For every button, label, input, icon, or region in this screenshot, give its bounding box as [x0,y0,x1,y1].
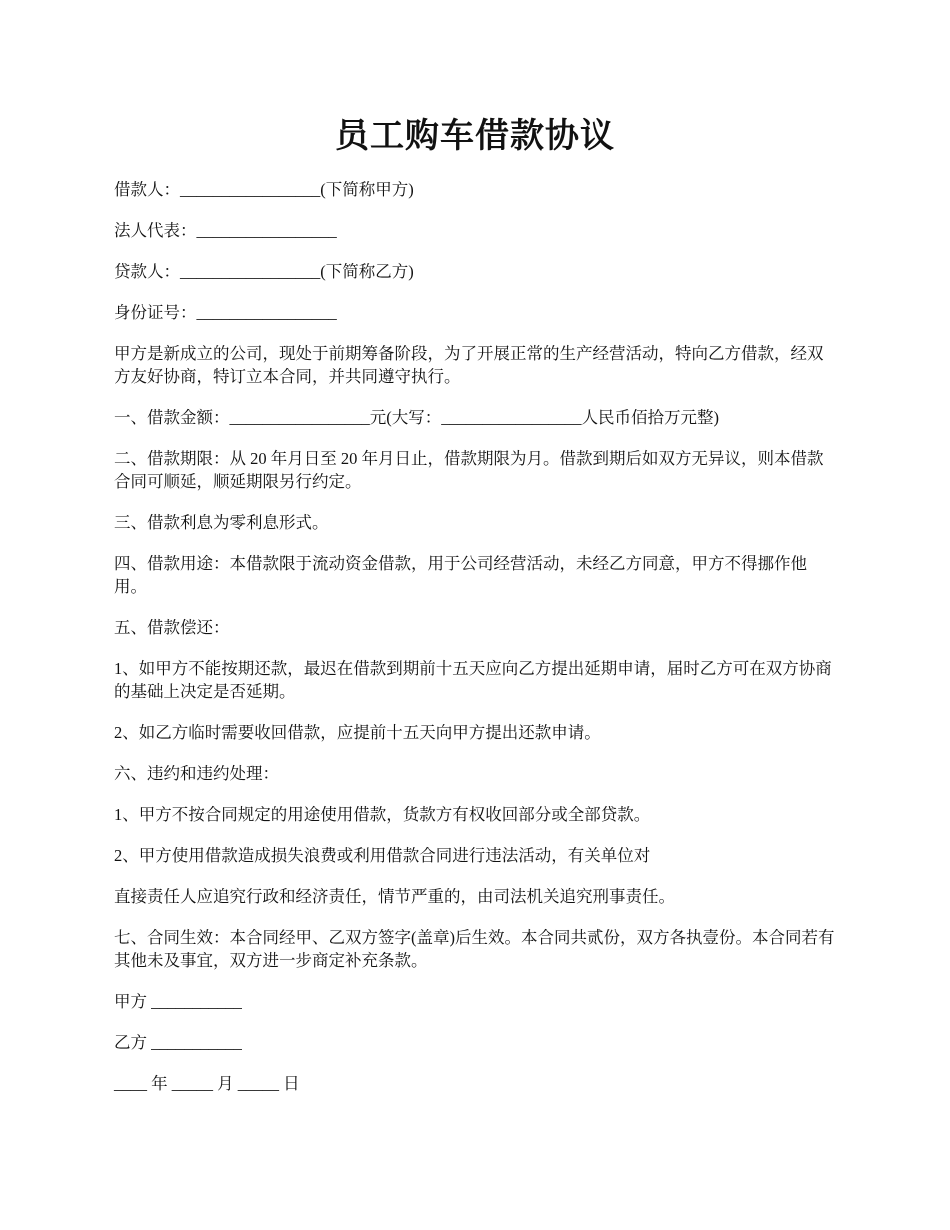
breach-item-2-continued: 直接责任人应追究行政和经济责任，情节严重的，由司法机关追究刑事责任。 [114,887,675,906]
clause-loan-amount: 一、借款金额：_________________元(大写：_________________人民币佰拾万元整) [114,408,719,427]
signature-party-a: 甲方 ___________ [114,992,242,1011]
clause-loan-term: 二、借款期限：从 20 年月日至 20 年月日止，借款期限为月。借款到期后如双方无异议，则本借款合同可顺延，顺延期限另行约定。 [114,449,824,491]
clause-interest: 三、借款利息为零利息形式。 [114,513,329,532]
borrower-line: 借款人：_________________(下简称甲方) [114,180,414,199]
lender-line: 贷款人：_________________(下简称乙方) [114,262,414,281]
id-number-line: 身份证号：_________________ [114,303,337,322]
clause-purpose: 四、借款用途：本借款限于流动资金借款，用于公司经营活动，未经乙方同意，甲方不得挪作他用。 [114,554,807,596]
clause-breach-heading: 六、违约和违约处理： [114,764,279,783]
document-body [114,178,838,1113]
repayment-item-2: 2、如乙方临时需要收回借款，应提前十五天向甲方提出还款申请。 [114,723,601,742]
breach-item-1: 1、甲方不按合同规定的用途使用借款，货款方有权收回部分或全部贷款。 [114,805,651,824]
legal-representative-line: 法人代表：_________________ [114,221,337,240]
breach-item-2: 2、甲方使用借款造成损失浪费或利用借款合同进行违法活动，有关单位对 [114,846,651,865]
repayment-item-1: 1、如甲方不能按期还款，最迟在借款到期前十五天应向乙方提出延期申请，届时乙方可在双方协商的基础上决定是否延期。 [114,659,832,701]
preamble-paragraph: 甲方是新成立的公司，现处于前期筹备阶段，为了开展正常的生产经营活动，特向乙方借款，经双方友好协商，特订立本合同，并共同遵守执行。 [114,344,824,386]
clause-repayment-heading: 五、借款偿还： [114,618,230,637]
clause-effectiveness: 七、合同生效：本合同经甲、乙双方签字(盖章)后生效。本合同共贰份，双方各执壹份。本合同若有其他未及事宜，双方进一步商定补充条款。 [114,928,835,970]
signature-date: ____ 年 _____ 月 _____ 日 [114,1074,300,1093]
signature-party-b: 乙方 ___________ [114,1033,242,1052]
document-title: 员工购车借款协议 [335,116,615,156]
